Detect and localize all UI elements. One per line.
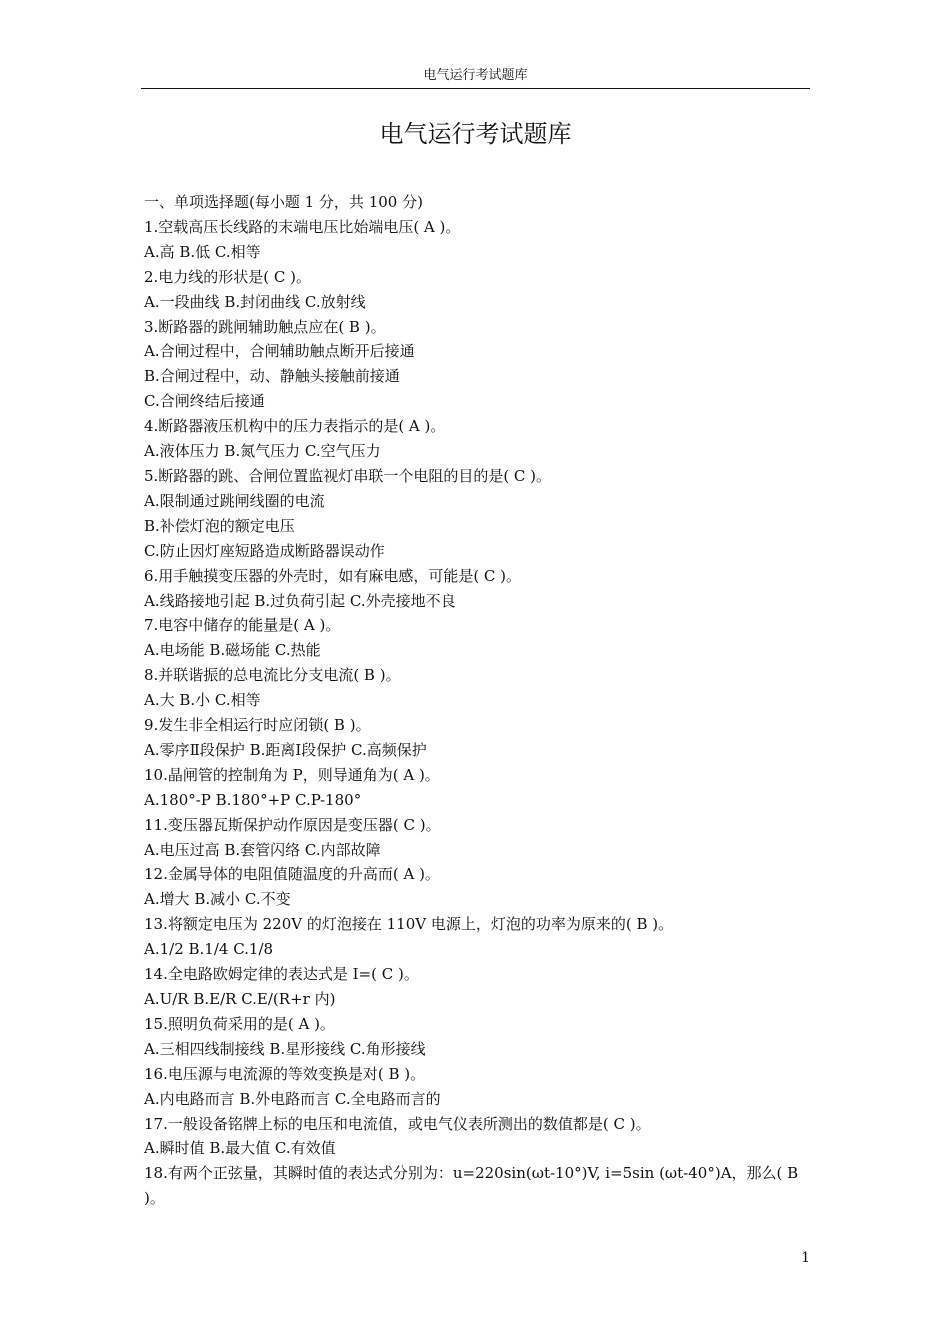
option-5a: A.限制通过跳闸线圈的电流: [144, 491, 325, 510]
question-1: 1.空载高压长线路的末端电压比始端电压( A )。: [144, 217, 461, 236]
header-rule: [141, 88, 810, 89]
section-heading: 一、单项选择题(每小题 1 分，共 100 分): [144, 193, 423, 211]
options-8: A.大 B.小 C.相等: [144, 691, 261, 710]
question-10: 10.晶闸管的控制角为 P，则导通角为( A )。: [144, 765, 440, 784]
question-18: 18.有两个正弦量，其瞬时值的表达式分别为：u=220sin(ωt-10°)V, i=5sin (ωt-40°)A，那么( B )。: [144, 1164, 799, 1208]
question-12: 12.金属导体的电阻值随温度的升高而( A )。: [144, 865, 440, 884]
option-5b: B.补偿灯泡的额定电压: [144, 516, 295, 535]
option-3c: C.合闸终结后接通: [144, 392, 265, 411]
question-13: 13.将额定电压为 220V 的灯泡接在 110V 电源上，灯泡的功率为原来的( B )。: [144, 915, 674, 934]
options-4: A.液体压力 B.氮气压力 C.空气压力: [144, 442, 381, 461]
options-14: A.U/R B.E/R C.E/(R+r 内): [144, 990, 336, 1008]
options-11: A.电压过高 B.套管闪络 C.内部故障: [144, 840, 381, 859]
question-16: 16.电压源与电流源的等效变换是对( B )。: [144, 1064, 426, 1083]
options-1: A.高 B.低 C.相等: [144, 242, 261, 261]
question-14: 14.全电路欧姆定律的表达式是 I=( C )。: [144, 965, 419, 984]
question-3: 3.断路器的跳闸辅助触点应在( B )。: [144, 317, 386, 336]
question-11: 11.变压器瓦斯保护动作原因是变压器( C )。: [144, 815, 441, 834]
question-2: 2.电力线的形状是( C )。: [144, 267, 312, 286]
page-number: 1: [801, 1250, 810, 1266]
question-list: [144, 190, 810, 1211]
options-16: A.内电路而言 B.外电路而言 C.全电路而言的: [144, 1089, 441, 1108]
options-13: A.1/2 B.1/4 C.1/8: [144, 940, 274, 959]
options-9: A.零序Ⅱ段保护 B.距离Ⅰ段保护 C.高频保护: [144, 740, 427, 759]
question-6: 6.用手触摸变压器的外壳时，如有麻电感，可能是( C )。: [144, 566, 522, 585]
question-9: 9.发生非全相运行时应闭锁( B )。: [144, 716, 371, 735]
question-7: 7.电容中储存的能量是( A )。: [144, 616, 341, 635]
option-3a: A.合闸过程中，合闸辅助触点断开后接通: [144, 342, 415, 361]
options-6: A.线路接地引起 B.过负荷引起 C.外壳接地不良: [144, 591, 456, 610]
running-header: 电气运行考试题库: [423, 68, 528, 83]
options-2: A.一段曲线 B.封闭曲线 C.放射线: [144, 292, 366, 311]
question-15: 15.照明负荷采用的是( A )。: [144, 1014, 335, 1033]
options-17: A.瞬时值 B.最大值 C.有效值: [144, 1139, 336, 1158]
document-title: 电气运行考试题库: [379, 120, 572, 148]
options-15: A.三相四线制接线 B.星形接线 C.角形接线: [144, 1039, 426, 1058]
question-4: 4.断路器液压机构中的压力表指示的是( A )。: [144, 417, 446, 436]
question-5: 5.断路器的跳、合闸位置监视灯串联一个电阻的目的是( C )。: [144, 466, 552, 485]
question-8: 8.并联谐振的总电流比分支电流( B )。: [144, 666, 401, 685]
option-3b: B.合闸过程中，动、静触头接触前接通: [144, 367, 400, 386]
question-17: 17.一般设备铭牌上标的电压和电流值，或电气仪表所测出的数值都是( C )。: [144, 1114, 651, 1133]
options-7: A.电场能 B.磁场能 C.热能: [144, 641, 321, 660]
options-12: A.增大 B.减小 C.不变: [144, 890, 291, 909]
option-5c: C.防止因灯座短路造成断路器误动作: [144, 541, 385, 560]
options-10: A.180°-P B.180°+P C.P-180°: [144, 790, 362, 809]
